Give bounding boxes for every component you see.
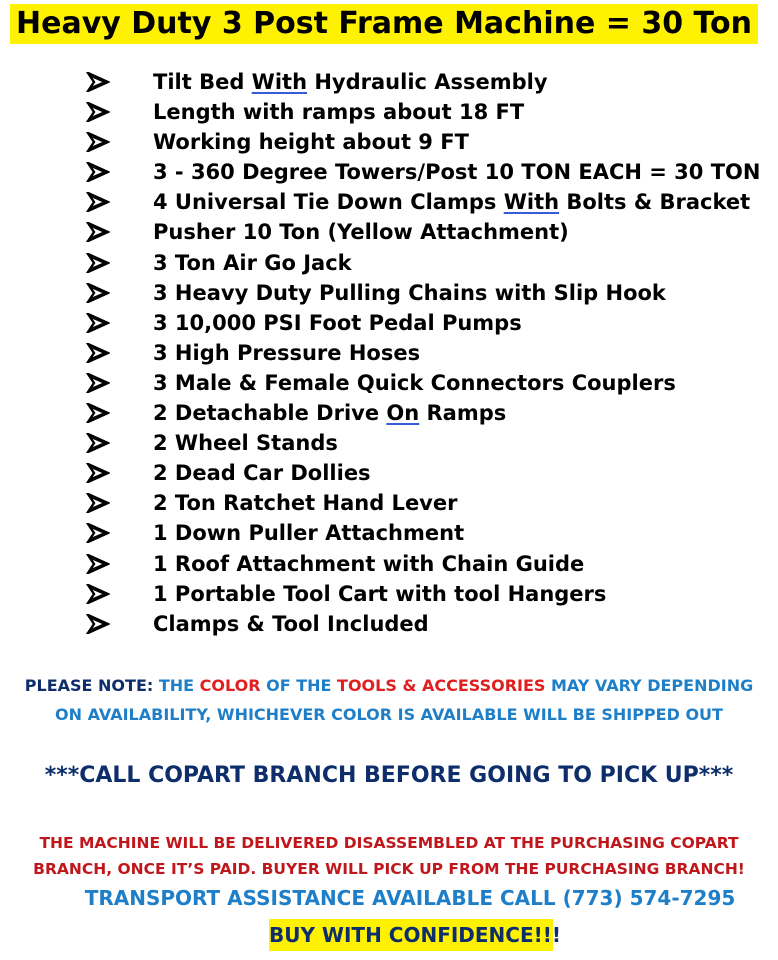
arrow-bullet-icon xyxy=(86,554,110,574)
list-item-text xyxy=(153,579,606,609)
list-item xyxy=(0,308,778,338)
note-color-word: COLOR xyxy=(199,676,261,695)
list-item xyxy=(0,67,778,97)
feature-list xyxy=(0,67,778,639)
underlined-word: With xyxy=(251,70,308,94)
item-text-part: 2 Dead Car Dollies xyxy=(153,461,371,486)
arrow-bullet-icon xyxy=(86,162,110,182)
arrow-bullet-icon xyxy=(86,433,110,453)
arrow-bullet-icon xyxy=(86,523,110,543)
list-item-text xyxy=(153,428,338,458)
arrow-bullet-icon xyxy=(86,132,110,152)
item-text-part: 3 10,000 PSI Foot Pedal Pumps xyxy=(153,310,522,335)
arrow-bullet-icon xyxy=(86,313,110,333)
page-title: Heavy Duty 3 Post Frame Machine = 30 Ton xyxy=(10,4,758,44)
underlined-word: With xyxy=(503,190,560,215)
item-text-part: Clamps & Tool Included xyxy=(153,611,429,636)
note-tools-word: TOOLS & ACCESSORIES xyxy=(337,676,546,695)
list-item-text xyxy=(153,157,760,187)
underlined-word: On xyxy=(386,401,420,426)
list-item-text xyxy=(153,338,420,368)
item-text-part: 1 Down Puller Attachment xyxy=(153,521,465,546)
list-item-text xyxy=(153,278,666,308)
arrow-bullet-icon xyxy=(86,72,110,92)
list-item xyxy=(0,518,778,548)
list-item-text xyxy=(153,97,524,127)
arrow-bullet-icon xyxy=(86,403,110,423)
list-item-text xyxy=(153,609,429,639)
list-item xyxy=(0,278,778,308)
arrow-bullet-icon xyxy=(86,343,110,363)
item-text-part: 2 Ton Ratchet Hand Lever xyxy=(153,491,458,516)
item-text-part: Working height about 9 FT xyxy=(153,130,469,155)
item-text-part: 4 Universal Tie Down Clamps xyxy=(153,190,504,215)
list-item-text xyxy=(153,248,352,278)
delivery-line-1: THE MACHINE WILL BE DELIVERED DISASSEMBLED AT THE PURCHASING COPART xyxy=(39,834,739,852)
item-text-part: 3 Heavy Duty Pulling Chains with Slip Hook xyxy=(153,280,666,305)
list-item xyxy=(0,127,778,157)
please-note-label: PLEASE NOTE: xyxy=(24,676,154,695)
list-item-text xyxy=(153,127,469,157)
list-item xyxy=(0,338,778,368)
item-text-part: Ramps xyxy=(419,401,507,426)
list-item-text xyxy=(153,398,506,428)
item-text-part: 3 - 360 Degree Towers/Post 10 TON EACH = 30 TON xyxy=(153,160,761,185)
list-item-text xyxy=(153,187,750,217)
item-text-part: 2 Wheel Stands xyxy=(153,431,338,456)
list-item xyxy=(0,579,778,609)
item-text-part: 3 High Pressure Hoses xyxy=(153,340,421,365)
note-line-1 xyxy=(0,672,778,700)
note-line-2: ON AVAILABILITY, WHICHEVER COLOR IS AVAILABLE WILL BE SHIPPED OUT xyxy=(55,705,723,724)
arrow-bullet-icon xyxy=(86,614,110,634)
item-text-part: 1 Roof Attachment with Chain Guide xyxy=(153,551,585,576)
list-item-text xyxy=(153,368,676,398)
item-text-part: 2 Detachable Drive xyxy=(153,401,387,426)
delivery-line-2: BRANCH, ONCE IT’S PAID. BUYER WILL PICK UP FROM THE PURCHASING BRANCH! xyxy=(33,860,745,878)
list-item xyxy=(0,549,778,579)
buy-with-confidence-banner: BUY WITH CONFIDENCE!!! xyxy=(269,919,553,951)
list-item xyxy=(0,458,778,488)
list-item-text xyxy=(153,217,569,247)
item-text-part: Tilt Bed xyxy=(153,70,252,94)
item-text-part: Length with ramps about 18 FT xyxy=(153,100,525,125)
list-item-text xyxy=(153,518,464,548)
arrow-bullet-icon xyxy=(86,102,110,122)
arrow-bullet-icon xyxy=(86,283,110,303)
list-item xyxy=(0,248,778,278)
arrow-bullet-icon xyxy=(86,192,110,212)
list-item-text xyxy=(153,488,457,518)
list-item xyxy=(0,488,778,518)
list-item-text xyxy=(153,67,548,97)
list-item xyxy=(0,97,778,127)
transport-assistance: TRANSPORT ASSISTANCE AVAILABLE CALL (773) 574-7295 xyxy=(84,886,736,910)
item-text-part: 3 Male & Female Quick Connectors Couplers xyxy=(153,370,676,395)
list-item xyxy=(0,609,778,639)
list-item xyxy=(0,217,778,247)
note-rest: MAY VARY DEPENDING xyxy=(545,676,754,695)
arrow-bullet-icon xyxy=(86,463,110,483)
item-text-part: Pusher 10 Ton (Yellow Attachment) xyxy=(153,220,569,245)
list-item xyxy=(0,157,778,187)
list-item-text xyxy=(153,549,584,579)
arrow-bullet-icon xyxy=(86,253,110,273)
list-item xyxy=(0,187,778,217)
list-item xyxy=(0,368,778,398)
list-item xyxy=(0,428,778,458)
list-item xyxy=(0,398,778,428)
note-the: THE xyxy=(153,676,200,695)
item-text-part: Hydraulic Assembly xyxy=(307,70,548,94)
arrow-bullet-icon xyxy=(86,584,110,604)
arrow-bullet-icon xyxy=(86,373,110,393)
item-text-part: Bolts & Bracket xyxy=(559,190,751,215)
item-text-part: 1 Portable Tool Cart with tool Hangers xyxy=(153,581,607,606)
note-of-the: OF THE xyxy=(260,676,338,695)
arrow-bullet-icon xyxy=(86,222,110,242)
item-text-part: 3 Ton Air Go Jack xyxy=(153,250,352,275)
list-item-text xyxy=(153,458,371,488)
list-item-text xyxy=(153,308,522,338)
arrow-bullet-icon xyxy=(86,493,110,513)
call-branch-notice: ***CALL COPART BRANCH BEFORE GOING TO PICK UP*** xyxy=(44,763,734,788)
